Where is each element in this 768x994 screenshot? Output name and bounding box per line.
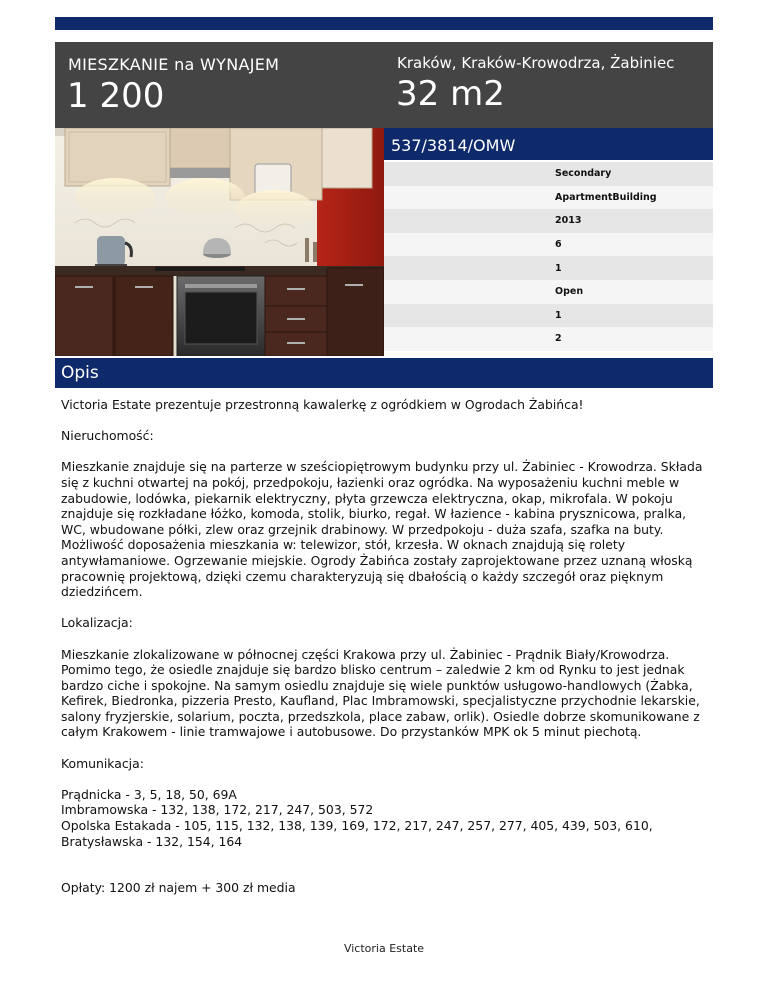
listing-header [55,42,713,128]
location-heading: Lokalizacja: [61,615,133,631]
location-text: Mieszkanie zlokalizowane w północnej części Krakowa przy ul. Żabiniec - Prądnik Biały/Krowodrza. Pomimo tego, że osiedle znajduje się bardzo blisko centrum – zaledwie 2 km od Rynku to jest jednak bardzo ciche i spokojne. Na samym osiedlu znajduje się wiele punktów usługowo-handlowych (Żabka, Kefirek, Biedronka, pizzeria Presto, Kaufland, Plac Imbramowski, specjalistyczne przychodnie lekarskie, salony fryzjerskie, solarium, poczta, przedszkola, place zabaw, orlik). Osiedle dobrze skomunikowane z całym Krakowem - linie tramwajowe i autobusowe. Do przystanków MPK ok 5 minut piechotą. [61,646,700,740]
detail-row: 1 [384,256,713,280]
transport-list [61,787,713,849]
detail-row: ApartmentBuilding [384,186,713,210]
section-title: Opis [55,358,713,388]
listing-reference: 537/3814/OMW [384,128,713,160]
detail-row: Open [384,280,713,304]
property-heading: Nieruchomość: [61,428,154,444]
detail-row: 2013 [384,209,713,233]
detail-row: Secondary [384,162,713,186]
price: 1 200 [67,76,165,116]
transport-line: Bratysławska - 132, 154, 164 [61,833,243,849]
apartment-photo [55,128,384,356]
top-accent-bar [55,17,713,30]
offer-type: MIESZKANIE na WYNAJEM [68,55,280,74]
property-text: Mieszkanie znajduje się na parterze w sześciopiętrowym budynku przy ul. Żabiniec - Krowodrza. Składa się z kuchni otwartej na pokój, przedpokoju, łazienki oraz ogródka. Na wyposażeniu kuchni meble w zabudowie, lodówka, piekarnik elektryczny, płyta grzewcza elektryczna, okap, mikrofala. W pokoju znajduje się rozkładane łóżko, komoda, stolik, biurko, regał. W łazience - kabina prysznicowa, pralka, WC, wbudowane półki, zlew oraz grzejnik drabinowy. W przedpokoju - duża szafa, szafka na buty. Możliwość doposażenia mieszkania w: telewizor, stół, krzesła. W oknach znajdują się rolety antywłamaniowe. Ogrzewanie miejskie. Ogrody Żabińca zostały zaprojektowane przez uznaną włoską pracownię projektową, dzięki czemu charakteryzują się dbałością o każdy szczegół oraz pięknym dziedzińcem. [61,459,703,600]
transport-line: Opolska Estakada - 105, 115, 132, 138, 139, 169, 172, 217, 247, 257, 277, 405, 439, 503, 610, [61,818,653,834]
area: 32 m2 [396,74,505,114]
detail-row: 2 [384,327,713,351]
location: Kraków, Kraków-Krowodrza, Żabiniec [397,54,675,72]
transport-line: Prądnicka - 3, 5, 18, 50, 69A [61,786,237,802]
detail-row: 6 [384,233,713,257]
footer: Victoria Estate [343,942,425,955]
detail-row: 1 [384,304,713,328]
transport-heading: Komunikacja: [61,755,144,771]
description [61,397,713,912]
details-table [384,162,713,351]
intro-text: Victoria Estate prezentuje przestronną kawalerkę z ogródkiem w Ogrodach Żabińca! [61,397,584,412]
fees-text: Opłaty: 1200 zł najem + 300 zł media [61,880,296,896]
transport-line: Imbramowska - 132, 138, 172, 217, 247, 503, 572 [61,802,374,818]
